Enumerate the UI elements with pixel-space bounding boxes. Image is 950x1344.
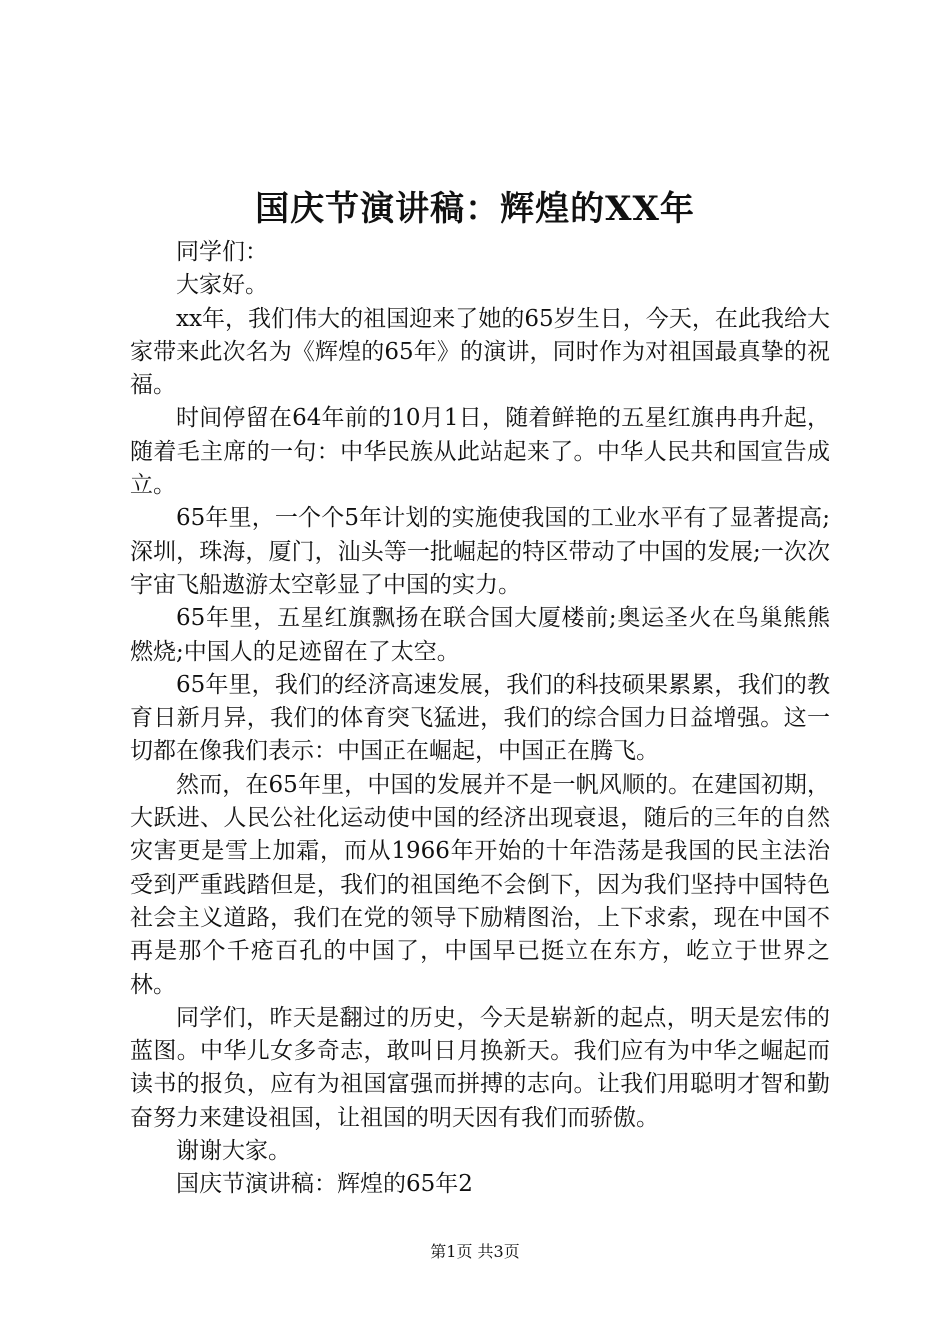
document-body — [130, 236, 830, 1202]
paragraph: xx年，我们伟大的祖国迎来了她的65岁生日，今天，在此我给大家带来此次名为《辉煌的65年》的演讲，同时作为对祖国最真挚的祝福。 — [130, 305, 830, 399]
paragraph: 65年里，一个个5年计划的实施使我国的工业水平有了显著提高;深圳，珠海，厦门，汕头等一批崛起的特区带动了中国的发展;一次次宇宙飞船遨游太空彰显了中国的实力。 — [130, 505, 830, 598]
paragraph: 时间停留在64年前的10月1日，随着鲜艳的五星红旗冉冉升起，随着毛主席的一句：中华民族从此站起来了。中华人民共和国宣告成立。 — [130, 405, 830, 499]
paragraph-greeting: 同学们： — [176, 239, 268, 265]
paragraph: 65年里，我们的经济高速发展，我们的科技硕果累累，我们的教育日新月异，我们的体育突飞猛进，我们的综合国力日益增强。这一切都在像我们表示：中国正在崛起，中国正在腾飞。 — [130, 671, 830, 765]
paragraph-hello: 大家好。 — [176, 272, 268, 299]
document-title: 国庆节演讲稿：辉煌的XX年 — [255, 189, 695, 229]
paragraph: 65年里，五星红旗飘扬在联合国大厦楼前;奥运圣火在鸟巢熊熊燃烧;中国人的足迹留在了太空。 — [130, 605, 830, 665]
paragraph: 然而，在65年里，中国的发展并不是一帆风顺的。在建国初期，大跃进、人民公社化运动使中国的经济出现衰退，随后的三年的自然灾害更是雪上加霜，而从1966年开始的十年浩荡是我国的民主法治受到严重践踏但是，我们的祖国绝不会倒下，因为我们坚持中国特色社会主义道路，我们在党的领导下励精图治，上下求索，现在中国不再是那个千疮百孔的中国了，中国早已挺立在东方，屹立于世界之林。 — [130, 771, 830, 998]
paragraph-next-title: 国庆节演讲稿：辉煌的65年2 — [176, 1171, 473, 1198]
paragraph: 同学们，昨天是翻过的历史，今天是崭新的起点，明天是宏伟的蓝图。中华儿女多奇志，敢叫日月换新天。我们应有为中华之崛起而读书的报负，应有为祖国富强而拼搏的志向。让我们用聪明才智和勤奋努力来建设祖国，让祖国的明天因有我们而骄傲。 — [130, 1004, 830, 1131]
page-footer: 第1页 共3页 — [430, 1242, 520, 1261]
paragraph-thanks: 谢谢大家。 — [176, 1138, 291, 1165]
